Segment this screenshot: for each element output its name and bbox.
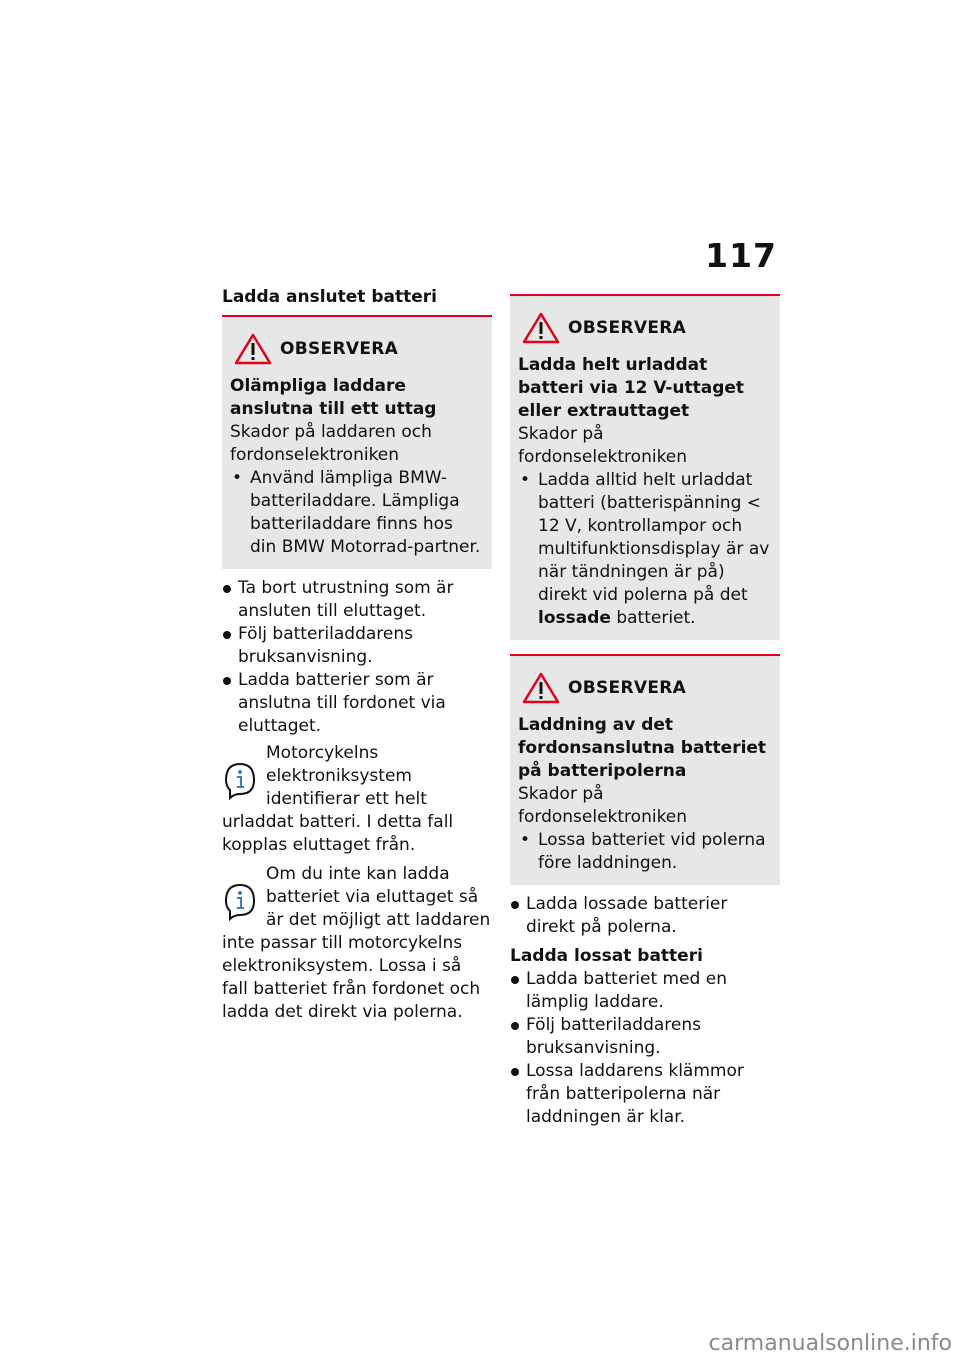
warning-triangle-icon — [522, 312, 560, 344]
instruction-item: Ladda batterier som är anslutna till fordonet via eluttaget. — [222, 669, 492, 738]
watermark-footer: carmanualsonline.info — [708, 1331, 952, 1356]
info-icon — [222, 760, 258, 806]
info-note-2 — [222, 863, 492, 1024]
instruction-item: Följ batteriladdarens bruksanvisning. — [510, 1014, 780, 1060]
instruction-item: Lossa laddarens klämmor från batteripolerna när laddningen är klar. — [510, 1060, 780, 1129]
warning-label: OBSERVERA — [568, 318, 687, 338]
info-text-2: Om du inte kan ladda batteriet via eluttaget så är det möjligt att laddaren inte passar till motorcykelns elektroniksystem. Lossa i så fall batteriet från fordonet och ladda det direkt via polerna. — [222, 864, 491, 1022]
instruction-list — [222, 577, 492, 738]
warning-text: Skador på laddaren och fordonselektroniken — [230, 422, 432, 465]
left-column — [222, 286, 492, 1026]
instruction-list — [510, 893, 780, 939]
warning-box-deep-discharged — [510, 294, 780, 640]
warning-title: Olämpliga laddare anslutna till ett uttag — [230, 376, 437, 419]
page-number: 117 — [705, 236, 777, 275]
instruction-item: Ta bort utrustning som är ansluten till eluttaget. — [222, 577, 492, 623]
right-column — [510, 294, 780, 1133]
instruction-item: Ladda batteriet med en lämplig laddare. — [510, 968, 780, 1014]
warning-bullets — [518, 469, 772, 630]
warning-box-unsuitable-charger — [222, 315, 492, 569]
warning-title: Ladda helt urladdat batteri via 12 V-uttaget eller extrauttaget — [518, 355, 745, 421]
warning-text: Skador på fordonselektroniken — [518, 424, 688, 467]
info-icon — [222, 881, 258, 927]
section-heading-disconnected-battery: Ladda lossat batteri — [510, 946, 703, 966]
warning-bullet-emphasis: lossade — [538, 608, 611, 628]
info-text-1: Motorcykelns elektroniksystem identifierar ett helt urladdat batteri. I detta fall kopplas eluttaget från. — [222, 743, 454, 855]
warning-bullet — [518, 469, 772, 630]
warning-bullet-text-end: batteriet. — [610, 608, 696, 628]
warning-header — [518, 312, 772, 344]
warning-triangle-icon — [522, 672, 560, 704]
warning-bullets — [518, 829, 772, 875]
warning-label: OBSERVERA — [568, 678, 687, 698]
warning-header — [518, 672, 772, 704]
instruction-item: Ladda lossade batterier direkt på polerna. — [510, 893, 780, 939]
warning-bullet: • Använd lämpliga BMW-batteriladdare. Lämpliga batteriladdare finns hos din BMW Motorrad-partner. — [230, 467, 484, 559]
warning-text: Skador på fordonselektroniken — [518, 784, 688, 827]
warning-label: OBSERVERA — [280, 339, 399, 359]
warning-box-pole-charging — [510, 654, 780, 885]
warning-bullets — [230, 467, 484, 559]
section-heading-connected-battery: Ladda anslutet batteri — [222, 287, 437, 307]
warning-bullet-text: Ladda alltid helt urladdat batteri (batterispänning < 12 V, kontrollampor och multifunktionsdisplay är av när tändningen är på) direkt vid polerna på det — [538, 470, 770, 605]
warning-title: Laddning av det fordonsanslutna batteriet på batteripolerna — [518, 715, 767, 781]
warning-bullet: • Lossa batteriet vid polerna före laddningen. — [518, 829, 772, 875]
info-note-1 — [222, 742, 492, 857]
instruction-item: Följ batteriladdarens bruksanvisning. — [222, 623, 492, 669]
warning-header — [230, 333, 484, 365]
instruction-list-2 — [510, 968, 780, 1129]
warning-triangle-icon — [234, 333, 272, 365]
